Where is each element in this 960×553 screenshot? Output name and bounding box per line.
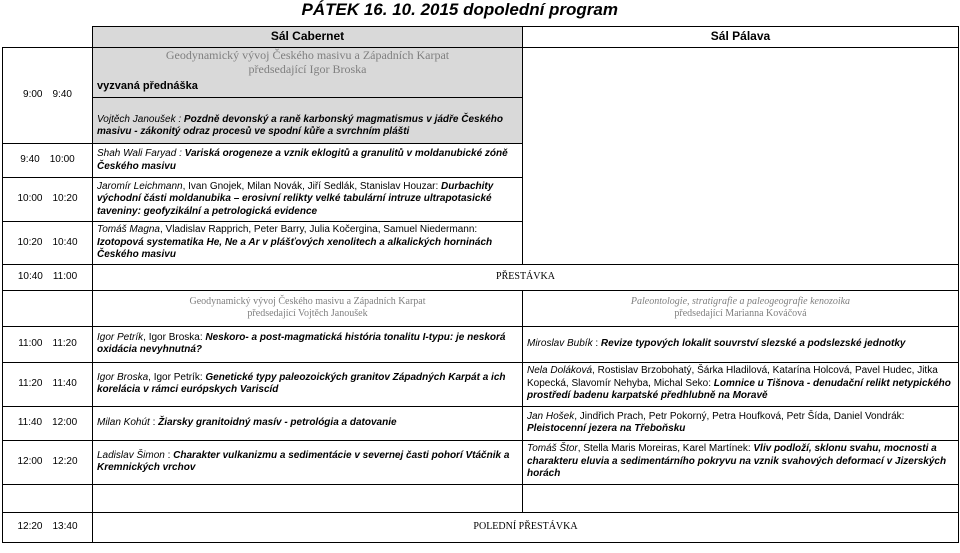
empty-cell [523,484,959,512]
empty-cell [93,484,523,512]
time-slot: 12:20 13:40 [3,512,93,542]
talk-item: Tomáš Magna, Vladislav Rapprich, Peter Barry, Julia Kočergina, Samuel Niedermann: Izotopová systematika He, Ne a Ar v plášťových xenolitech a alkalických horninách Českého masivu [93,222,523,265]
hall-cabernet-header: Sál Cabernet [93,27,523,48]
page-title: PÁTEK 16. 10. 2015 dopolední program [301,0,618,19]
corner-cell [3,27,93,48]
time-slot: 9:40 10:00 [3,144,93,178]
invited-label: vyzvaná přednáška [97,80,198,92]
break-row: PŘESTÁVKA [93,264,959,290]
talk-item: Shah Wali Faryad : Variská orogeneze a vznik eklogitů a granulitů v moldanubické zóně Českého masivu [93,144,523,178]
hall-palava-header: Sál Pálava [523,27,959,48]
talk-item: Jaromír Leichmann, Ivan Gnojek, Milan Novák, Jiří Sedlák, Stanislav Houzar: Durbachity východní části moldanubika – erosivní relikty velké tabulární intruze ultrapotasické taveniny: geofyzikální a petrologická evidence [93,178,523,222]
lunch-break-row: POLEDNÍ PŘESTÁVKA [93,512,959,542]
time-slot: 11:40 12:00 [3,406,93,440]
talk-item: Ladislav Šimon : Charakter vulkanizmu a sedimentácie v severnej časti pohorí Vtáčnik a Kremnických vrchov [93,440,523,484]
talk-item: Tomáš Štor, Stella Maris Moreiras, Karel Martínek: Vliv podloží, sklonu svahu, mocnosti a charakteru eluvia a sedimentárního pokryvu na vznik svahových deformací v Jizerských horách [523,440,959,484]
session1-chair: předsedající Igor Broska [248,62,367,76]
talk-item: Igor Broska, Igor Petrík: Genetické typy paleozoických granitov Západných Karpát a ich korelácia v rámci európskych Variscíd [93,362,523,406]
talk-item: Jan Hošek, Jindřich Prach, Petr Pokorný, Petra Houfková, Petr Šída, Daniel Vondrák: Pleistocenní jezera na Třeboňsku [523,406,959,440]
talk-item: Miroslav Bubík : Revize typových lokalit souvrství slezské a podslezské jednotky [523,326,959,362]
time-slot: 10:20 10:40 [3,222,93,265]
program-table [2,26,959,543]
session1-name: Geodynamický vývoj Českého masivu a Západních Karpat [165,48,450,62]
time-slot: 11:20 11:40 [3,362,93,406]
time-slot: 10:00 10:20 [3,178,93,222]
session2-left-header: Geodynamický vývoj Českého masivu a Západních Karpat předsedající Vojtěch Janoušek [93,290,523,326]
empty-time-cell [3,484,93,512]
time-slot: 10:40 11:00 [3,264,93,290]
palava-empty-cell [523,48,959,265]
talk-item: Igor Petrík, Igor Broska: Neskoro- a post-magmatická história tonalitu I-typu: je neskorá oxidácia nevyhnutná? [93,326,523,362]
talk-item: Milan Kohút : Žiarsky granitoidný masív - petrológia a datovanie [93,406,523,440]
talk-item: Vojtěch Janoušek : Pozdně devonský a raně karbonský magmatismus v jádře Českého masivu - zákonitý odraz procesů ve spodní kůře a svrchním plášti [97,113,503,137]
empty-time-cell [3,290,93,326]
talk-item: Nela Doláková, Rostislav Brzobohatý, Šárka Hladilová, Katarína Holcová, Pavel Hudec, Jitka Kopecká, Slavomír Nehyba, Michal Seko: Lomnice u Tišnova - denudační relikt netypického prostředí badenu karpatské předhlubně na Moravě [523,362,959,406]
time-slot: 12:00 12:20 [3,440,93,484]
session2-right-header: Paleontologie, stratigrafie a paleogeografie kenozoika předsedající Marianna Kováčová [523,290,959,326]
time-slot: 9:00 9:40 [3,48,93,144]
time-slot: 11:00 11:20 [3,326,93,362]
session1-cell [93,48,523,144]
